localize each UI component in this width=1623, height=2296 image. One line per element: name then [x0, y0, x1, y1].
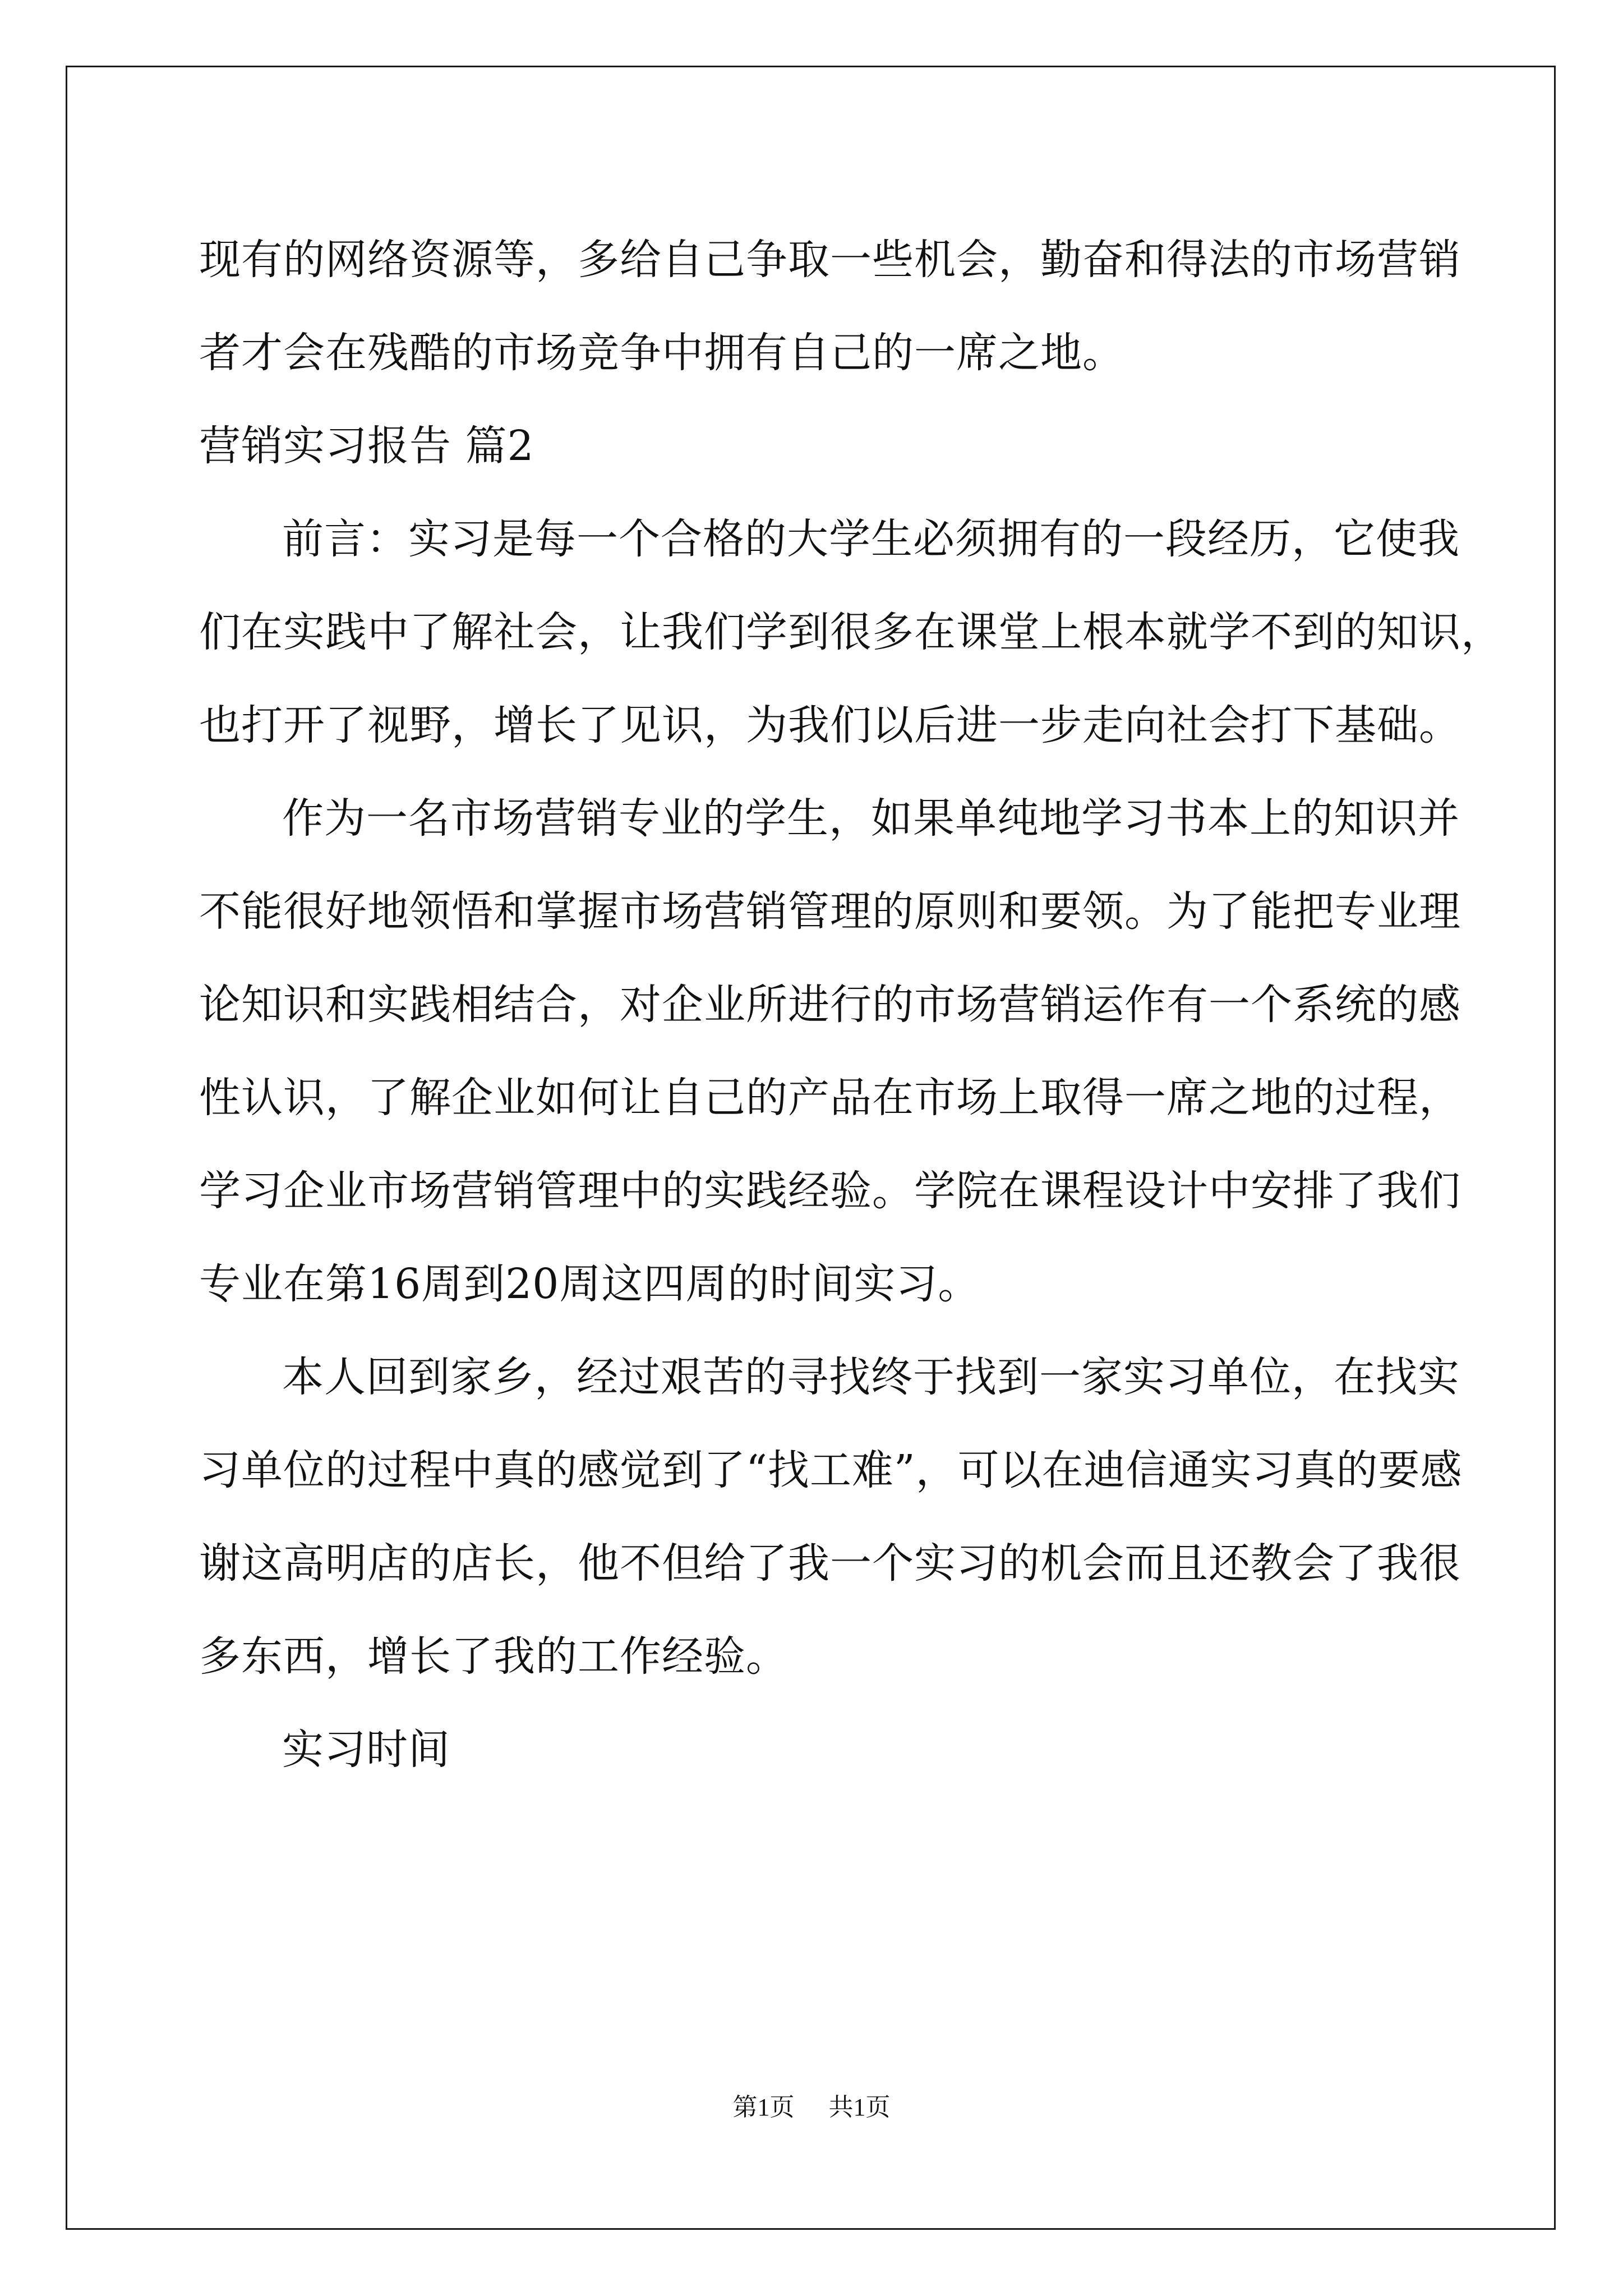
section-heading: 营销实习报告 篇2 [199, 422, 534, 470]
page-number: 第1页 [732, 2093, 795, 2121]
text-line: 多东西，增长了我的工作经验。 [199, 1632, 788, 1681]
paragraph-start: 前言：实习是每一个合格的大学生必须拥有的一段经历，它使我 [282, 515, 1460, 563]
text-line: 不能很好地领悟和掌握市场营销管理的原则和要领。为了能把专业理 [199, 887, 1461, 936]
text-line: 论知识和实践相结合，对企业所进行的市场营销运作有一个系统的感 [199, 981, 1461, 1029]
text-line: 习单位的过程中真的感觉到了“找工难”，可以在迪信通实习真的要感 [199, 1446, 1463, 1494]
text-line: 们在实践中了解社会，让我们学到很多在课堂上根本就学不到的知识， [199, 608, 1503, 656]
paragraph-start: 本人回到家乡，经过艰苦的寻找终于找到一家实习单位，在找实 [282, 1353, 1460, 1401]
text-line: 学习企业市场营销管理中的实践经验。学院在课程设计中安排了我们 [199, 1167, 1461, 1215]
text-line: 现有的网络资源等，多给自己争取一些机会，勤奋和得法的市场营销 [199, 236, 1461, 284]
page-total: 共1页 [828, 2093, 891, 2121]
document-body [199, 213, 1503, 1796]
page-footer [0, 2087, 1623, 2123]
text-line: 性认识，了解企业如何让自己的产品在市场上取得一席之地的过程， [199, 1074, 1461, 1122]
paragraph-start: 作为一名市场营销专业的学生，如果单纯地学习书本上的知识并 [282, 794, 1460, 843]
text-line: 专业在第16周到20周这四周的时间实习。 [199, 1260, 980, 1308]
text-line: 谢这高明店的店长，他不但给了我一个实习的机会而且还教会了我很 [199, 1539, 1461, 1588]
text-line: 也打开了视野，增长了见识，为我们以后进一步走向社会打下基础。 [199, 701, 1461, 749]
subsection-heading: 实习时间 [282, 1726, 450, 1774]
text-line: 者才会在残酷的市场竞争中拥有自己的一席之地。 [199, 329, 1124, 377]
